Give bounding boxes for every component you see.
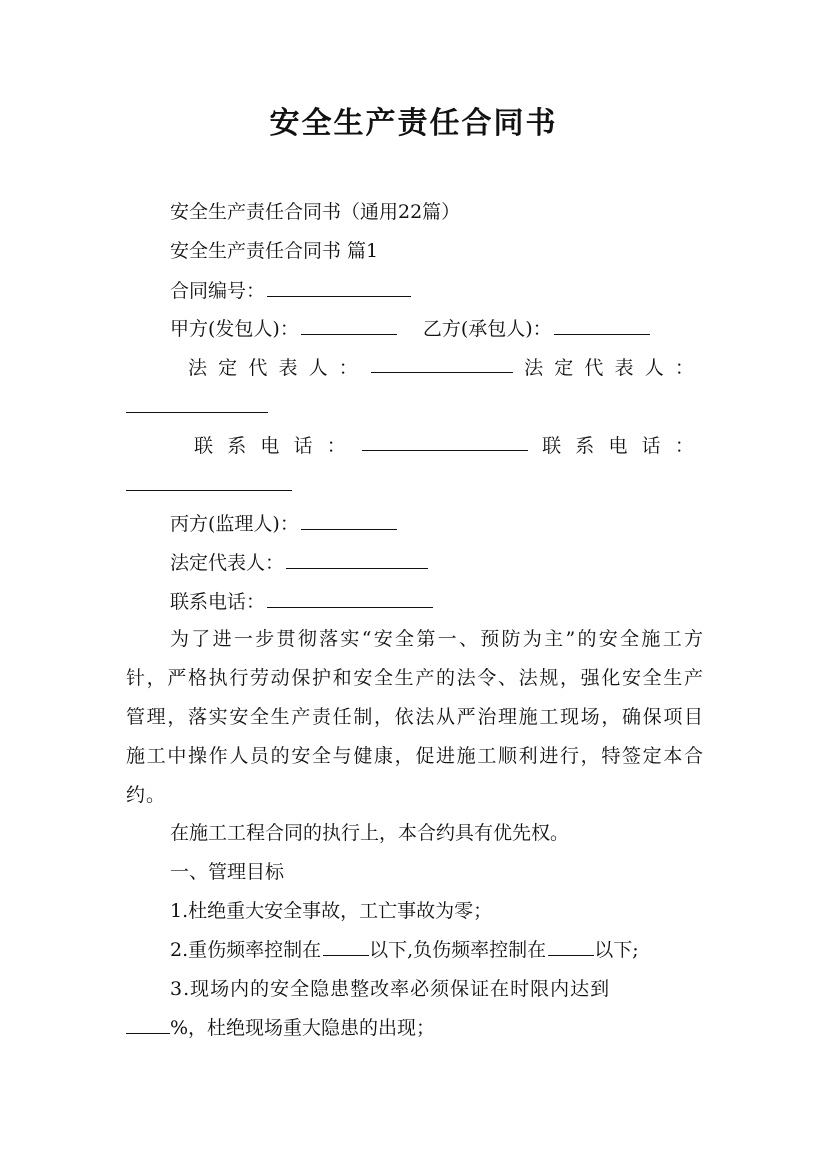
contract-number-blank [267, 277, 411, 297]
goal-item-3-continued [126, 1013, 706, 1043]
injury-rate-blank [548, 936, 594, 956]
phone-a-char: ： [326, 435, 346, 457]
legal-rep-b-char: 法 [524, 357, 544, 379]
phone-a-char: 话 [293, 435, 313, 457]
legal-rep-a-char: 代 [248, 357, 268, 379]
phone-a-char: 系 [227, 435, 247, 457]
document-subtitle: 安全生产责任合同书（通用22篇） [170, 201, 461, 223]
phone-a-char: 联 [194, 435, 214, 457]
intro-paragraph: 为了进一步贯彻落实“安全第一、预防为主”的安全施工方针，严格执行劳动保护和安全生产的法令、法规，强化安全生产管理，落实安全生产责任制，依法从严治理施工现场，确保项目施工中操作人员的安全与健康，促进施工顺利进行，特签定本合约。 [126, 628, 704, 806]
legal-rep-a-char: 人 [308, 357, 328, 379]
legal-rep-b-char: 代 [584, 357, 604, 379]
party-c-legal-rep-label: 法定代表人： [170, 552, 285, 574]
goal-item-3: 3.现场内的安全隐患整改率必须保证在时限内达到 [170, 978, 611, 1000]
phone-a-char: 电 [260, 435, 280, 457]
goal-item-2 [126, 935, 706, 965]
party-c-row [126, 509, 706, 539]
phone-row [194, 431, 694, 461]
phone-b-char: ： [674, 435, 694, 457]
party-c-phone-row [126, 587, 706, 617]
heading-management-goals: 一、管理目标 [170, 861, 285, 883]
contract-number-row [126, 276, 706, 306]
party-c-phone-blank [267, 588, 433, 608]
party-b-blank [554, 315, 650, 335]
legal-rep-a-char: 表 [278, 357, 298, 379]
party-c-label: 丙方(监理人)： [170, 513, 299, 535]
rectification-rate-blank [126, 1014, 170, 1034]
legal-rep-b-char: ： [674, 357, 694, 379]
party-c-legal-rep-blank [286, 549, 428, 569]
legal-rep-a-char: ： [338, 357, 358, 379]
goal-item-1: 1.杜绝重大安全事故，工亡事故为零； [170, 900, 493, 922]
parties-row [126, 314, 706, 344]
serious-injury-rate-blank [323, 936, 369, 956]
phone-b-blank [126, 471, 292, 491]
phone-b-char: 话 [641, 435, 661, 457]
legal-rep-b-char: 人 [644, 357, 664, 379]
phone-b-char: 系 [575, 435, 595, 457]
party-c-blank [301, 510, 397, 530]
legal-rep-b-char: 表 [614, 357, 634, 379]
phone-b-blank-row [126, 470, 706, 500]
party-a-blank [301, 315, 397, 335]
contract-number-label: 合同编号： [170, 280, 266, 302]
legal-rep-a-char: 法 [188, 357, 208, 379]
legal-rep-a-blank [371, 353, 513, 373]
goal-item-2-part-b: 以下,负伤频率控制在 [369, 939, 547, 961]
party-b-label: 乙方(承包人)： [422, 318, 552, 340]
priority-sentence: 在施工工程合同的执行上，本合约具有优先权。 [170, 822, 570, 844]
legal-rep-b-blank-row [126, 392, 706, 422]
document-title: 安全生产责任合同书 [269, 106, 558, 141]
section-heading: 安全生产责任合同书 篇1 [170, 240, 379, 262]
phone-b-char: 联 [542, 435, 562, 457]
legal-rep-b-blank [126, 393, 268, 413]
legal-rep-row [188, 353, 694, 383]
phone-b-char: 电 [608, 435, 628, 457]
goal-item-3-part-b: %，杜绝现场重大隐患的出现； [170, 1017, 436, 1039]
goal-item-2-part-a: 2.重伤频率控制在 [170, 939, 322, 961]
goal-item-2-part-c: 以下; [594, 939, 639, 961]
party-c-legal-rep-row [126, 548, 706, 578]
legal-rep-b-char: 定 [554, 357, 574, 379]
legal-rep-a-char: 定 [218, 357, 238, 379]
phone-a-blank [362, 431, 528, 451]
party-c-phone-label: 联系电话： [170, 591, 266, 613]
party-a-label: 甲方(发包人)： [170, 318, 299, 340]
